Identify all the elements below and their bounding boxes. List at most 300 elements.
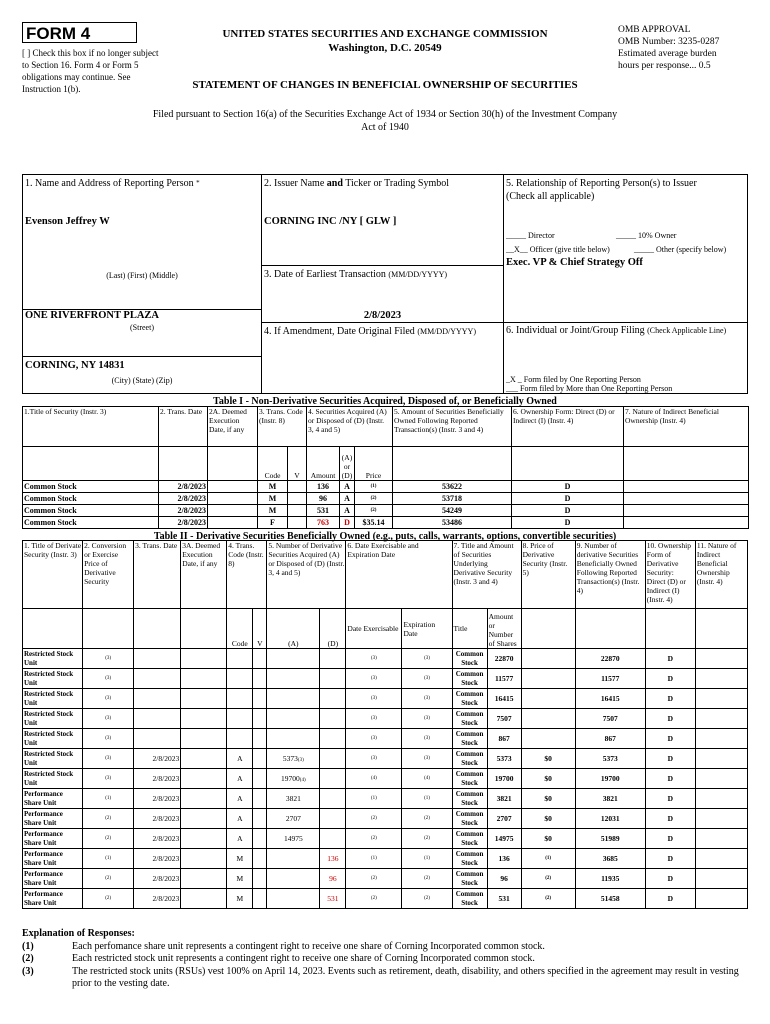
director-option[interactable]: _____ Director [506,231,555,240]
t1-deemed [208,481,258,493]
t1-h6: 6. Ownership Form: Direct (D) or Indirect (I) (Instr. 4) [512,407,624,447]
t1-owned: 53718 [393,493,512,505]
t2-date [134,709,181,729]
t2-expiration: (3) [402,709,452,729]
t1-sub-aord: (A) or (D) [340,447,355,481]
form-label: FORM 4 [22,22,137,43]
t2-code: A [227,769,253,789]
t2-nature [695,649,747,669]
table1-row [23,505,749,517]
t2-acquired: 3821 [267,789,320,809]
t1-date: 2/8/2023 [159,505,208,517]
t2-nature [695,709,747,729]
table1-header-row [23,407,749,447]
t2-owned: 51989 [575,829,645,849]
t2-h3a: 3A. Deemed Execution Date, if any [181,541,227,609]
t2-title: Performance Share Unit [23,849,83,869]
table2 [22,540,748,909]
t2-code: M [227,889,253,909]
t2-underlying: Common Stock [452,669,487,689]
t2-shares: 22870 [487,649,521,669]
t2-sub-d: (D) [320,609,346,649]
t1-h3: 3. Trans. Code (Instr. 8) [258,407,307,447]
t2-code: A [227,789,253,809]
t2-conversion: (3) [83,689,134,709]
t1-nature [624,481,749,493]
name-parts-label: (Last) (First) (Middle) [106,271,178,280]
t2-price [521,689,575,709]
t2-v [253,729,267,749]
t2-shares: 14975 [487,829,521,849]
filing-label: 6. Individual or Joint/Group Filing (Check Applicable Line) [506,325,727,336]
t2-conversion: (1) [83,789,134,809]
t2-expiration: (3) [402,689,452,709]
t2-nature [695,869,747,889]
t2-expiration: (2) [402,829,452,849]
t2-shares: 16415 [487,689,521,709]
t2-expiration: (2) [402,889,452,909]
street-label: (Street) [130,323,154,332]
t2-exercisable: (1) [346,789,402,809]
t1-sub-price: Price [355,447,393,481]
t2-expiration: (2) [402,809,452,829]
issuer-value: CORNING INC /NY [ GLW ] [264,216,397,227]
t2-form: D [645,649,695,669]
explanation-text: Each restricted stock unit represents a contingent right to receive one share of Corning Incorporated common stock. [72,953,535,964]
t2-exercisable: (2) [346,809,402,829]
t1-form: D [512,517,624,529]
table2-row [23,789,748,809]
t2-nature [695,749,747,769]
t1-code: M [258,493,288,505]
t2-sub-expiration: Expiration Date [402,609,452,649]
t2-v [253,869,267,889]
t2-acquired [267,889,320,909]
t2-nature [695,889,747,909]
t1-sub-code: Code [258,447,288,481]
t2-v [253,829,267,849]
t2-nature [695,849,747,869]
t2-owned: 22870 [575,649,645,669]
t2-sub-code: Code [227,609,253,649]
t2-price: (2) [521,869,575,889]
t2-owned: 867 [575,729,645,749]
t2-exercisable: (3) [346,709,402,729]
t2-deemed [181,829,227,849]
t1-amount: 763 [307,517,340,529]
t2-deemed [181,869,227,889]
t2-acquired-note: (4) [299,778,306,783]
t2-owned: 51458 [575,889,645,909]
street-box [22,309,262,357]
t2-shares: 867 [487,729,521,749]
table2-row [23,889,748,909]
omb-approval [618,24,758,72]
city-value: CORNING, NY 14831 [25,360,125,371]
t2-h7: 7. Title and Amount of Securities Underlying Derivative Security (Instr. 3 and 4) [452,541,521,609]
t2-shares: 3821 [487,789,521,809]
other-option[interactable]: _____ Other (specify below) [634,245,727,254]
explanation-text: Each perfomance share unit represents a contingent right to receive one share of Corning Incorporated common stock. [72,940,545,952]
t2-deemed [181,729,227,749]
t1-price: (1) [355,481,393,493]
t2-title: Performance Share Unit [23,889,83,909]
t2-acquired [267,869,320,889]
t2-expiration: (3) [402,749,452,769]
t2-form: D [645,849,695,869]
t2-title: Performance Share Unit [23,869,83,889]
table2-row [23,869,748,889]
t2-h10: 10. Ownership Form of Derivative Security: Direct (D) or Indirect (I) (Instr. 4) [645,541,695,609]
t2-form: D [645,729,695,749]
t2-title: Restricted Stock Unit [23,769,83,789]
t2-acquired [267,849,320,869]
t2-acquired-note: (3) [297,758,304,763]
t2-expiration: (3) [402,729,452,749]
t2-shares: 136 [487,849,521,869]
t2-deemed [181,649,227,669]
table2-row [23,729,748,749]
t2-sub-amount: Amount or Number of Shares [487,609,521,649]
officer-option[interactable]: __X__ Officer (give title below) [506,245,610,254]
t2-price: $0 [521,749,575,769]
t2-h8: 8. Price of Derivative Security (Instr. 5) [521,541,575,609]
omb-title: OMB APPROVAL [618,25,691,35]
t2-disposed [320,649,346,669]
t2-disposed [320,829,346,849]
issuer-box [261,174,504,266]
t2-acquired [267,709,320,729]
t2-owned: 11577 [575,669,645,689]
multi-person-option[interactable]: ___ Form filed by More than One Reporting Person [506,384,673,393]
t2-underlying: Common Stock [452,649,487,669]
t2-v [253,649,267,669]
t1-title: Common Stock [23,481,159,493]
t1-h5: 5. Amount of Securities Beneficially Owned Following Reported Transaction(s) (Instr. 3 and 4) [393,407,512,447]
t2-date: 2/8/2023 [134,889,181,909]
t2-sub-title: Title [452,609,487,649]
t2-conversion: (1) [83,849,134,869]
t1-code: M [258,481,288,493]
t2-date [134,729,181,749]
filing-box [503,322,748,394]
city-box [22,356,262,394]
t1-code: M [258,505,288,517]
officer-title: Exec. VP & Chief Strategy Off [506,257,643,268]
t2-form: D [645,769,695,789]
t1-deemed [208,517,258,529]
t1-h2: 2. Trans. Date [159,407,208,447]
t2-price [521,649,575,669]
t2-price: $0 [521,829,575,849]
t2-price: $0 [521,789,575,809]
t2-title: Performance Share Unit [23,829,83,849]
t2-expiration: (1) [402,789,452,809]
earliest-transaction-label: 3. Date of Earliest Transaction (MM/DD/YYYY) [264,269,448,280]
explanation-item [22,941,748,954]
t2-nature [695,669,747,689]
t1-title: Common Stock [23,505,159,517]
t2-h3: 3. Trans. Date [134,541,181,609]
t2-h1: 1. Title of Derivate Security (Instr. 3) [23,541,83,609]
t1-owned: 54249 [393,505,512,517]
t2-title: Restricted Stock Unit [23,749,83,769]
t2-underlying: Common Stock [452,789,487,809]
t2-h2: 2. Conversion or Exercise Price of Derivative Security [83,541,134,609]
t2-v [253,769,267,789]
t1-v [288,493,307,505]
t2-disposed [320,769,346,789]
t2-code: A [227,749,253,769]
t2-price: $0 [521,809,575,829]
t1-nature [624,505,749,517]
table2-row [23,689,748,709]
t2-disposed [320,729,346,749]
t2-date: 2/8/2023 [134,869,181,889]
amendment-label: 4. If Amendment, Date Original Filed (MM/DD/YYYY) [264,326,476,337]
table2-row [23,829,748,849]
t2-conversion: (3) [83,669,134,689]
t2-title: Restricted Stock Unit [23,729,83,749]
explanation-text: The restricted stock units (RSUs) vest 100% on April 14, 2023. Events such as retirement, death, disability, and others specified in the agreement may result in vesting prior to the vesting date. [72,965,739,989]
t1-deemed [208,505,258,517]
t2-code: M [227,849,253,869]
t1-amount: 531 [307,505,340,517]
section16-checkbox-note[interactable]: [ ] Check this box if no longer subject to Section 16. Form 4 or Form 5 obligations may continue. See Instruction 1(b). [22,48,159,94]
explanation-number: (2) [22,953,34,964]
t2-disposed [320,709,346,729]
table2-row [23,709,748,729]
t1-price: (2) [355,493,393,505]
t1-form: D [512,505,624,517]
t1-form: D [512,481,624,493]
t2-title: Restricted Stock Unit [23,709,83,729]
t2-owned: 3685 [575,849,645,869]
t2-exercisable: (3) [346,749,402,769]
t2-code: A [227,829,253,849]
t2-disposed [320,669,346,689]
t1-owned: 53622 [393,481,512,493]
table2-row [23,649,748,669]
t2-form: D [645,869,695,889]
t1-ad: A [340,493,355,505]
explanation-number: (1) [22,940,34,952]
t1-ad: A [340,481,355,493]
t1-sub-v: V [288,447,307,481]
omb-burden1: Estimated average burden [618,49,717,59]
t2-exercisable: (2) [346,869,402,889]
t2-expiration: (3) [402,669,452,689]
t2-price [521,669,575,689]
t2-code [227,689,253,709]
t2-v [253,669,267,689]
t2-deemed [181,689,227,709]
t2-conversion: (3) [83,769,134,789]
t2-deemed [181,669,227,689]
t2-acquired [267,769,320,789]
t2-owned: 7507 [575,709,645,729]
t2-date: 2/8/2023 [134,809,181,829]
table2-title: Table II - Derivative Securities Beneficially Owned (e.g., puts, calls, warrants, options, convertible securities) [153,531,617,542]
t2-form: D [645,709,695,729]
t2-acquired: 14975 [267,829,320,849]
t2-owned: 5373 [575,749,645,769]
t2-title: Restricted Stock Unit [23,649,83,669]
t2-underlying: Common Stock [452,769,487,789]
t2-disposed: 136 [320,849,346,869]
t2-date: 2/8/2023 [134,829,181,849]
t2-nature [695,809,747,829]
t2-disposed: 96 [320,869,346,889]
table2-row [23,809,748,829]
t2-underlying: Common Stock [452,809,487,829]
t1-date: 2/8/2023 [159,493,208,505]
t2-underlying: Common Stock [452,869,487,889]
earliest-transaction-format: (MM/DD/YYYY) [388,270,448,279]
t2-form: D [645,809,695,829]
agency-header [150,27,620,55]
t2-v [253,889,267,909]
t2-deemed [181,769,227,789]
t2-v [253,749,267,769]
t2-h5: 5. Number of Derivative Securities Acquired (A) or Disposed of (D) (Instr. 3, 4 and 5) [267,541,346,609]
t2-shares: 96 [487,869,521,889]
t2-sub-exercisable: Date Exercisable [346,609,402,649]
t2-deemed [181,789,227,809]
t2-h4: 4. Trans. Code (Instr. 8) [227,541,267,609]
issuer-label: 2. Issuer Name and Ticker or Trading Symbol [264,178,450,189]
t2-exercisable: (1) [346,849,402,869]
t2-code [227,649,253,669]
t2-disposed [320,749,346,769]
table2-header-row [23,541,748,609]
t1-h7: 7. Nature of Indirect Beneficial Ownership (Instr. 4) [624,407,749,447]
t2-h6: 6. Date Exercisable and Expiration Date [346,541,452,609]
t1-h1: 1.Title of Security (Instr. 3) [23,407,159,447]
t2-underlying: Common Stock [452,729,487,749]
t2-underlying: Common Stock [452,829,487,849]
t2-owned: 3821 [575,789,645,809]
t2-sub-v: V [253,609,267,649]
t2-code: A [227,809,253,829]
t2-conversion: (2) [83,889,134,909]
t2-acquired-value: 19700 [281,774,300,783]
t2-expiration: (1) [402,849,452,869]
t2-expiration: (4) [402,769,452,789]
relationship-box [503,174,748,323]
t1-title: Common Stock [23,517,159,529]
t2-h11: 11. Nature of Indirect Beneficial Ownership (Instr. 4) [695,541,747,609]
t1-date: 2/8/2023 [159,517,208,529]
t2-expiration: (2) [402,869,452,889]
t2-deemed [181,809,227,829]
earliest-transaction-value: 2/8/2023 [363,310,402,321]
t2-exercisable: (3) [346,669,402,689]
t2-disposed [320,809,346,829]
t2-acquired [267,689,320,709]
t1-h4: 4. Securities Acquired (A) or Disposed of (D) (Instr. 3, 4 and 5) [307,407,393,447]
t2-conversion: (2) [83,829,134,849]
t1-v [288,505,307,517]
t2-title: Performance Share Unit [23,789,83,809]
t2-acquired [267,749,320,769]
filing-label-note: (Check Applicable Line) [647,326,727,335]
footnote-star: * [196,179,200,187]
omb-burden2: hours per response... 0.5 [618,61,711,71]
explanation-item [22,966,748,991]
t1-nature [624,517,749,529]
t2-expiration: (3) [402,649,452,669]
t2-price [521,709,575,729]
explanation-number: (3) [22,965,34,977]
table2-row [23,669,748,689]
t2-nature [695,789,747,809]
t2-nature [695,769,747,789]
amendment-box [261,322,504,394]
t2-v [253,789,267,809]
filed-pursuant: Filed pursuant to Section 16(a) of the Securities Exchange Act of 1934 or Section 30(h) of the Investment Company Act of 1940 [152,109,618,133]
t2-deemed [181,749,227,769]
t2-v [253,849,267,869]
t2-date [134,649,181,669]
t1-deemed [208,493,258,505]
t2-deemed [181,889,227,909]
amendment-format: (MM/DD/YYYY) [417,327,476,336]
t2-conversion: (3) [83,649,134,669]
t1-v [288,517,307,529]
ten-percent-owner-option[interactable]: _____ 10% Owner [616,231,677,240]
t2-exercisable: (3) [346,729,402,749]
issuer-label-and: and [326,178,343,189]
t2-title: Performance Share Unit [23,809,83,829]
t2-conversion: (3) [83,709,134,729]
t2-shares: 531 [487,889,521,909]
t1-ad: A [340,505,355,517]
t2-price [521,729,575,749]
t2-underlying: Common Stock [452,709,487,729]
t2-code [227,729,253,749]
t2-underlying: Common Stock [452,689,487,709]
t2-acquired [267,729,320,749]
t2-price: $0 [521,769,575,789]
t2-disposed [320,789,346,809]
t2-title: Restricted Stock Unit [23,689,83,709]
reporting-person-name: Evenson Jeffrey W [25,216,110,227]
t2-owned: 11935 [575,869,645,889]
table1-row [23,481,749,493]
t2-exercisable: (3) [346,689,402,709]
table2-row [23,769,748,789]
t2-date: 2/8/2023 [134,849,181,869]
t1-price: $35.14 [355,517,393,529]
t2-shares: 7507 [487,709,521,729]
table2-row [23,849,748,869]
agency-line2: Washington, D.C. 20549 [328,42,442,54]
table1 [22,406,749,529]
explanation-title: Explanation of Responses: [22,928,135,939]
omb-number: OMB Number: 3235-0287 [618,37,720,47]
t1-title: Common Stock [23,493,159,505]
t2-exercisable: (3) [346,649,402,669]
t2-price: (2) [521,889,575,909]
t2-price: (1) [521,849,575,869]
agency-line1: UNITED STATES SECURITIES AND EXCHANGE COMMISSION [222,28,548,40]
t2-underlying: Common Stock [452,849,487,869]
t2-underlying: Common Stock [452,749,487,769]
t1-amount: 136 [307,481,340,493]
t2-nature [695,829,747,849]
one-person-option[interactable]: _X _ Form filed by One Reporting Person [506,375,641,384]
